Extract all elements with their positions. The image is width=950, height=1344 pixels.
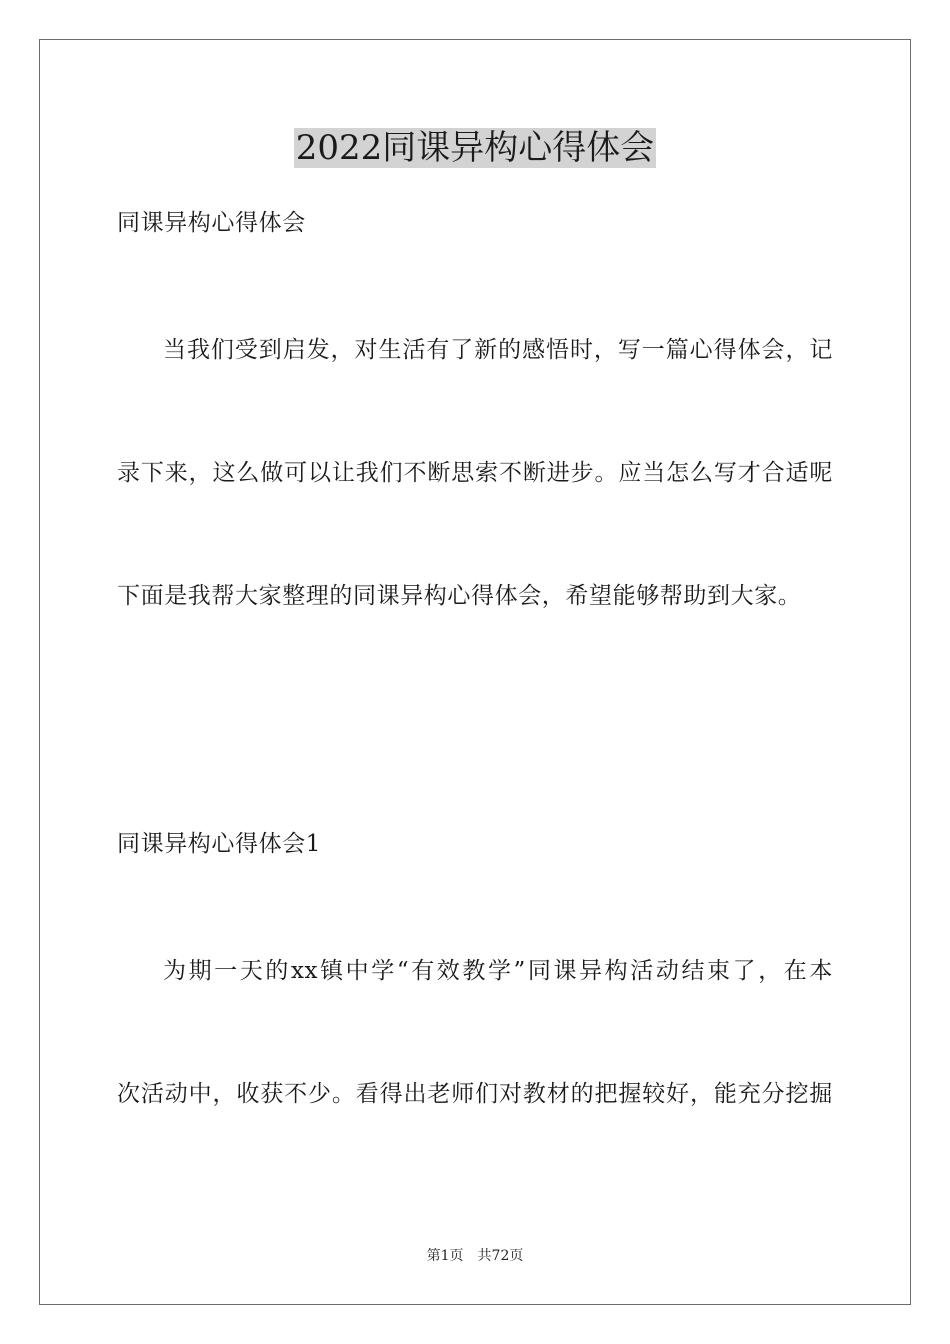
section-paragraph-line: 为期一天的xx镇中学“有效教学”同课异构活动结束了，在本: [163, 958, 833, 984]
page-footer: 第1页 共72页: [426, 1248, 524, 1264]
section-paragraph-line: 次活动中，收获不少。看得出老师们对教材的把握较好，能充分挖掘: [117, 1081, 833, 1107]
intro-paragraph-line: 录下来，这么做可以让我们不断思索不断进步。应当怎么写才合适呢: [117, 460, 833, 486]
document-title-text: 2022同课异构心得体会: [295, 128, 655, 168]
document-title: [0, 126, 950, 170]
section-heading: 同课异构心得体会1: [117, 831, 322, 857]
intro-paragraph-line: 下面是我帮大家整理的同课异构心得体会，希望能够帮助到大家。: [117, 583, 802, 609]
intro-paragraph-line: 当我们受到启发，对生活有了新的感悟时，写一篇心得体会，记: [163, 337, 833, 363]
document-subtitle: 同课异构心得体会: [117, 210, 306, 236]
